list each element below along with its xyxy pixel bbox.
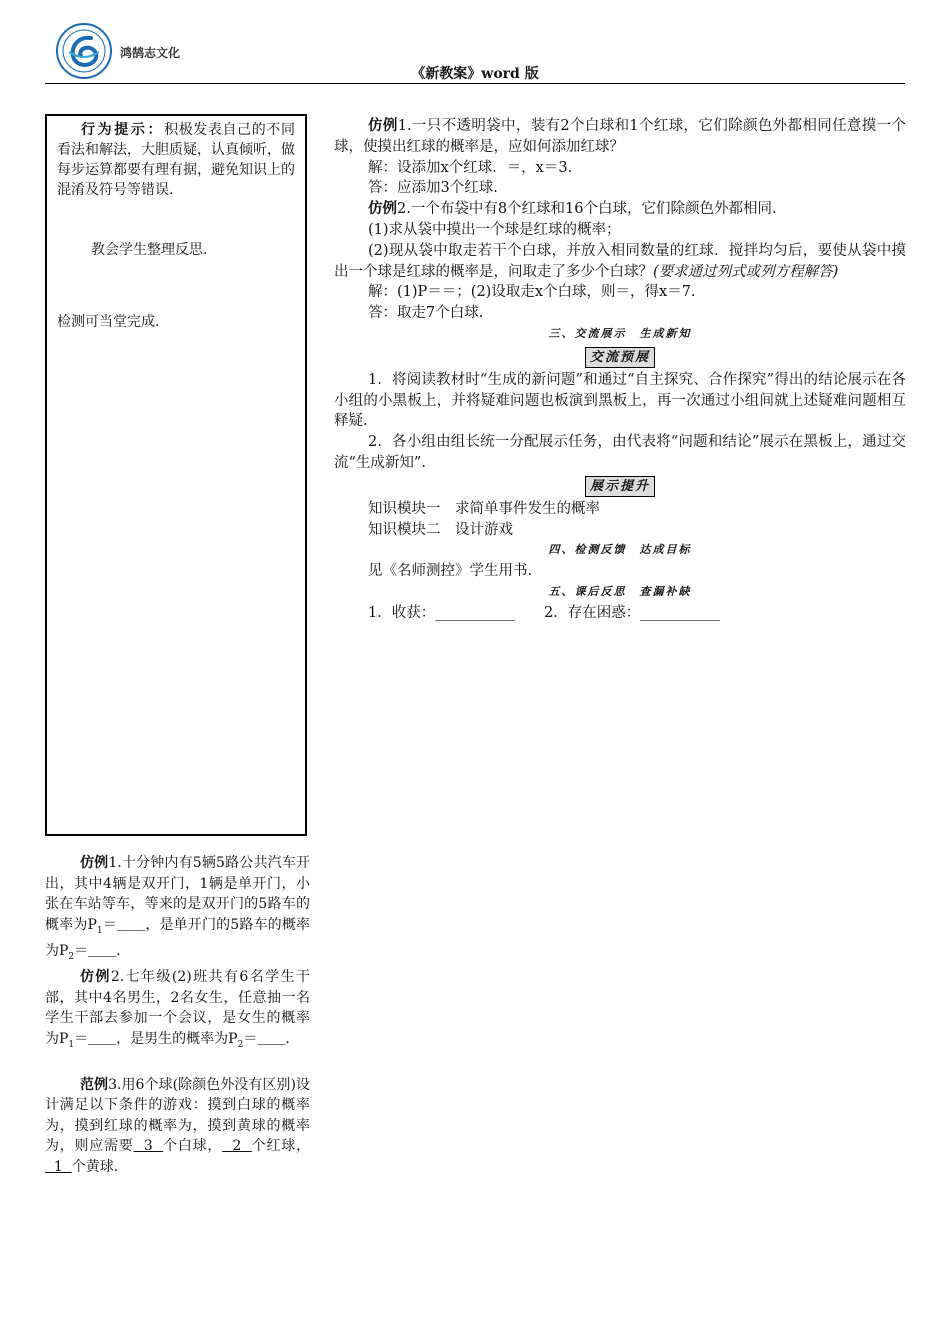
period: . bbox=[116, 942, 121, 959]
gain-label: 1．收获： bbox=[368, 604, 436, 621]
example-2-text: 2.七年级(2)班共有6名学生干部，其中4名男生，2名女生，任意抽一名学生干部去参加一个会议，是女生的概率为P bbox=[45, 969, 310, 1047]
answer-blank: ＿＿ bbox=[88, 1030, 117, 1047]
example-text: 1.一只不透明袋中，装有2个白球和1个红球，它们除颜色外都相同任意摸一个球，使摸出红球的概率是，应如何添加红球？ bbox=[334, 118, 906, 155]
question-2 bbox=[334, 241, 906, 283]
example-label: 仿例 bbox=[368, 200, 397, 218]
answer-blank: ＿＿ bbox=[116, 916, 146, 933]
confusion-label: 2．存在困惑： bbox=[514, 604, 641, 621]
tip-label: 行为提示： bbox=[81, 122, 165, 138]
answer-blank: ＿＿ bbox=[88, 942, 117, 959]
equals: ＝ bbox=[74, 942, 89, 959]
module-1: 知识模块一 求简单事件发生的概率 bbox=[368, 500, 600, 517]
equals: ＝ bbox=[102, 916, 117, 933]
subscript: 1 bbox=[96, 925, 103, 936]
activity-2: 2．各小组由组长统一分配展示任务，由代表将“问题和结论”展示在黑板上，通过交流“生成新知”. bbox=[334, 434, 906, 471]
answer-2: 答：取走7个白球. bbox=[368, 305, 484, 322]
answer-1: 答：应添加3个红球. bbox=[368, 180, 498, 197]
lower-left-examples bbox=[45, 853, 310, 1177]
example-2-label: 仿例 bbox=[80, 969, 111, 986]
header-divider bbox=[45, 83, 905, 84]
confusion-blank[interactable]: ___________ bbox=[640, 604, 720, 621]
question-2-requirement: (要求通过列式或列方程解答) bbox=[653, 263, 839, 280]
example-2 bbox=[45, 967, 310, 1055]
subscript: 1 bbox=[68, 1039, 75, 1050]
box-heading-wrap bbox=[334, 347, 906, 368]
behavior-tip bbox=[47, 120, 305, 200]
document-title: 《新教案》word 版 bbox=[411, 66, 539, 82]
reflection-line bbox=[334, 603, 906, 624]
box-heading-exchange: 交流预展 bbox=[585, 347, 655, 368]
example-1-text-2: ，是单开门的5路车的概率为P bbox=[45, 916, 311, 959]
example-text: 2.一个布袋中有8个红球和16个白球，它们除颜色外都相同. bbox=[397, 201, 777, 218]
example-1-text: 1.十分钟内有5辆5路公共汽车开出，其中4辆是双开门，1辆是单开门，小张在车站等车，等来的是双开门的5路车的概率为P bbox=[45, 855, 311, 933]
right-example-2 bbox=[334, 199, 906, 220]
answer-red-count: 2 bbox=[222, 1138, 252, 1155]
brand-name: 鸿鹄志文化 bbox=[120, 46, 181, 60]
section-4-heading: 四、检测反馈 达成目标 bbox=[548, 543, 692, 557]
box-heading-show: 展示提升 bbox=[585, 476, 655, 497]
period: . bbox=[285, 1030, 290, 1047]
box-heading-wrap bbox=[334, 476, 906, 497]
equals: ＝ bbox=[74, 1030, 89, 1047]
note-test: 检测可当堂完成. bbox=[57, 314, 160, 330]
spacer bbox=[45, 1055, 310, 1075]
section-5-heading: 五、课后反思 查漏补缺 bbox=[548, 584, 692, 598]
example-1 bbox=[45, 853, 310, 967]
subscript: 2 bbox=[68, 951, 75, 962]
example-1-label: 仿例 bbox=[80, 855, 109, 871]
tip-text: 积极发表自己的不同看法和解法，大胆质疑，认真倾听，做每步运算都要有理有据，避免知识上的混淆及符号等错误. bbox=[57, 122, 296, 198]
solution-1: 解：设添加x个红球．＝，x＝3. bbox=[368, 159, 573, 176]
teacher-notes-box bbox=[45, 114, 307, 836]
question-1: (1)求从袋中摸出一个球是红球的概率； bbox=[368, 221, 621, 238]
gain-blank[interactable]: ___________ bbox=[435, 604, 515, 621]
answer-blank: ＿＿ bbox=[257, 1030, 286, 1047]
example-3-text-4: 个黄球. bbox=[71, 1158, 119, 1175]
example-3-text-2: 个白球， bbox=[163, 1138, 223, 1155]
example-3-label: 范例 bbox=[80, 1076, 109, 1093]
question-2-text: (2)现从袋中取走若干个白球，并放入相同数量的红球．搅拌均匀后，要使从袋中摸出一个球是红球的概率是，问取走了多少个白球？ bbox=[334, 242, 906, 280]
activity-1: 1．将阅读教材时“生成的新问题”和通过“自主探究、合作探究”得出的结论展示在各小组的小黑板上，并将疑难问题也板演到黑板上，再一次通过小组间就上述疑难问题相互释疑. bbox=[334, 371, 906, 430]
section-3-heading: 三、交流展示 生成新知 bbox=[548, 326, 692, 340]
example-3-text: 3.用6个球(除颜色外没有区别)设计满足以下条件的游戏：摸到白球的概率为，摸到红球的概率为，摸到黄球的概率为，则应需要 bbox=[45, 1076, 310, 1155]
right-column bbox=[334, 116, 906, 624]
equals: ＝ bbox=[243, 1030, 258, 1047]
answer-yellow-count: 1 bbox=[45, 1158, 72, 1175]
example-3 bbox=[45, 1075, 310, 1178]
module-2: 知识模块二 设计游戏 bbox=[368, 521, 513, 538]
solution-2: 解：(1)P＝＝；(2)设取走x个白球，则＝，得x＝7. bbox=[368, 284, 696, 301]
answer-white-count: 3 bbox=[133, 1138, 164, 1155]
subscript: 2 bbox=[237, 1039, 244, 1050]
right-example-1 bbox=[334, 116, 906, 158]
reference-book: 见《名师测控》学生用书. bbox=[368, 563, 533, 580]
example-2-text-2: ，是男生的概率为P bbox=[116, 1030, 238, 1047]
note-reflection: 教会学生整理反思. bbox=[91, 242, 208, 258]
example-label: 仿例 bbox=[368, 117, 398, 134]
example-3-text-3: 个红球， bbox=[251, 1138, 311, 1155]
